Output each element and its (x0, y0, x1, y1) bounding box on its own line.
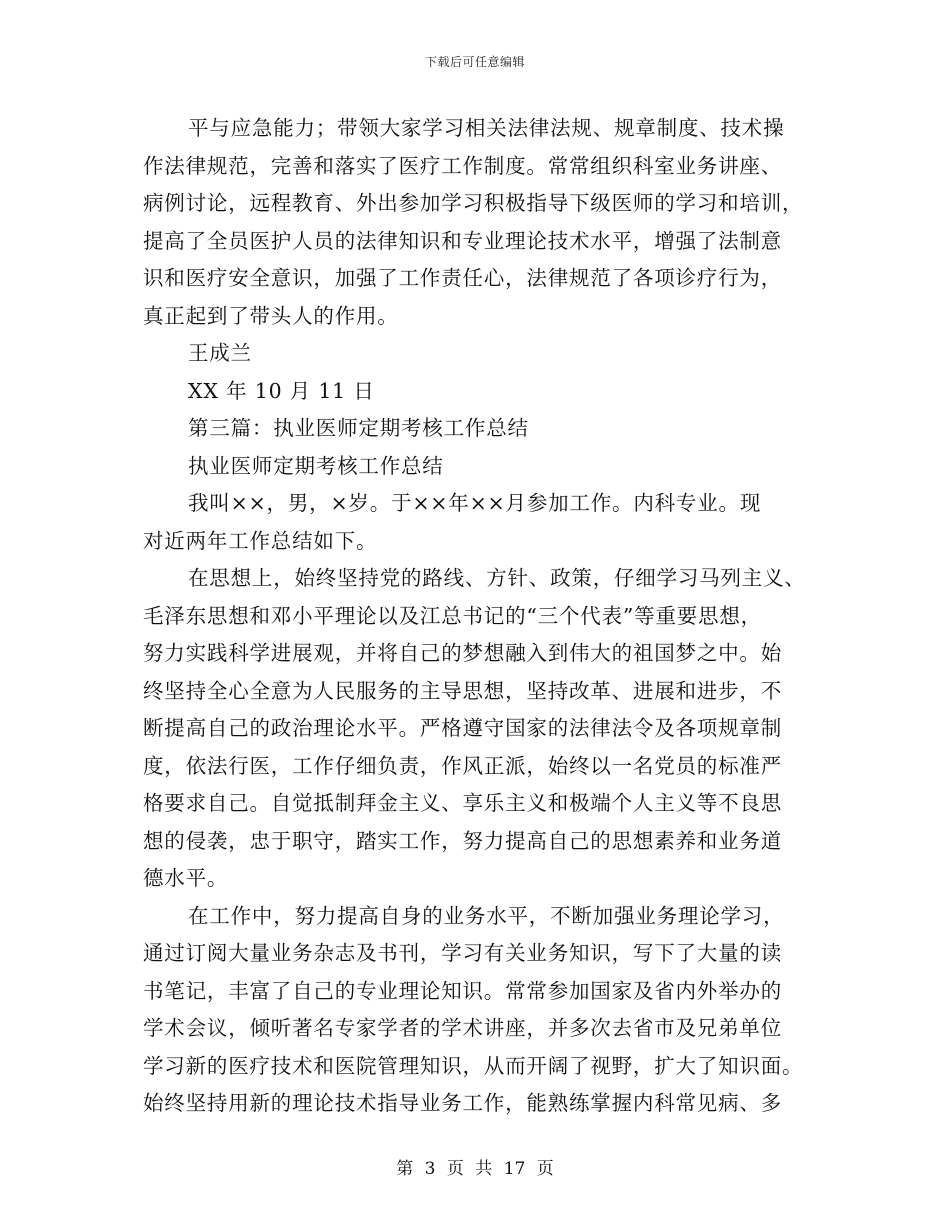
text-line: 毛泽东思想和邓小平理论以及江总书记的“三个代表”等重要思想， (143, 603, 762, 628)
text-line: 终坚持全心全意为人民服务的主导思想，坚持改革、进展和进步，不 (143, 678, 782, 703)
text-line: 病例讨论，远程教育、外出参加学习积极指导下级医师的学习和培训， (143, 191, 804, 215)
page-header: 下载后可任意编辑 (424, 55, 525, 69)
text-line: 真正起到了带头人的作用。 (143, 303, 399, 328)
text-line: 在思想上，始终坚持党的路线、方针、政策，仔细学习马列主义、 (188, 566, 806, 590)
text-line: 书笔记，丰富了自己的专业理论知识。常常参加国家及省内外举办的 (143, 978, 782, 1003)
text-line: 作法律规范，完善和落实了医疗工作制度。常常组织科室业务讲座、 (143, 153, 782, 178)
text-line: 德水平。 (143, 866, 229, 890)
text-line: 执业医师定期考核工作总结 (188, 453, 444, 478)
text-line: 对近两年工作总结如下。 (143, 528, 378, 553)
text-line: 始终坚持用新的理论技术指导业务工作，能熟练掌握内科常见病、多 (143, 1091, 782, 1115)
text-line: 努力实践科学进展观，并将自己的梦想融入到伟大的祖国梦之中。始 (143, 641, 782, 665)
text-line: 识和医疗安全意识，加强了工作责任心，法律规范了各项诊疗行为， (143, 266, 782, 290)
text-line: 王成兰 (188, 341, 252, 365)
text-line: 学习新的医疗技术和医院管理知识，从而开阔了视野，扩大了知识面。 (143, 1053, 804, 1078)
text-line: XX 年 10 月 11 日 (188, 378, 375, 403)
text-line: 我叫××，男，×岁。于××年××月参加工作。内科专业。现 (188, 491, 762, 515)
text-line: 格要求自己。自觉抵制拜金主义、享乐主义和极端个人主义等不良思 (143, 791, 782, 815)
text-line: 提高了全员医护人员的法律知识和专业理论技术水平，增强了法制意 (143, 228, 782, 253)
text-line: 想的侵袭，忠于职守，踏实工作，努力提高自己的思想素养和业务道 (143, 828, 782, 853)
text-line: 在工作中，努力提高自身的业务水平，不断加强业务理论学习， (188, 903, 785, 928)
document-body (143, 110, 808, 1123)
text-line: 度，依法行医，工作仔细负责，作风正派，始终以一名党员的标准严 (143, 753, 782, 778)
text-line: 平与应急能力；带领大家学习相关法律法规、规章制度、技术操 (188, 116, 785, 140)
page-footer: 第 3 页 共 17 页 (396, 1159, 554, 1179)
text-line: 通过订阅大量业务杂志及书刊，学习有关业务知识，写下了大量的读 (143, 941, 782, 965)
text-line: 学术会议，倾听著名专家学者的学术讲座，并多次去省市及兄弟单位 (143, 1016, 782, 1040)
text-line: 第三篇：执业医师定期考核工作总结 (188, 416, 529, 440)
text-line: 断提高自己的政治理论水平。严格遵守国家的法律法令及各项规章制 (143, 716, 782, 740)
